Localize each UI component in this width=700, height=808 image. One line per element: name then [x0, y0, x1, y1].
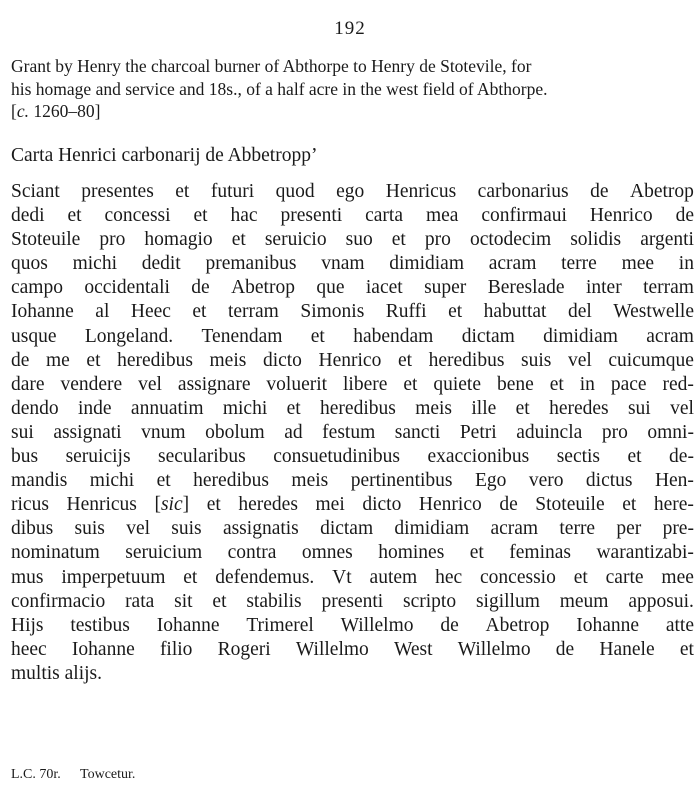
- word: Petri: [459, 421, 497, 443]
- word: et: [231, 229, 246, 251]
- word: de: [440, 614, 459, 636]
- word: heredibus: [117, 349, 193, 371]
- word: et: [397, 349, 413, 371]
- word: heredibus: [428, 349, 505, 371]
- word: acram: [646, 325, 694, 347]
- word: assignatis: [222, 518, 299, 540]
- word: de: [590, 181, 609, 202]
- word: presenti: [321, 590, 384, 612]
- word: acram: [490, 518, 539, 540]
- word: carbonarius: [477, 181, 569, 202]
- word: Tenendam: [201, 325, 283, 347]
- word: et: [86, 349, 101, 371]
- charter-line: [11, 300, 694, 324]
- word: omni-: [647, 421, 694, 443]
- word: ad: [284, 421, 303, 443]
- word: Ruffi: [385, 301, 427, 323]
- charter-line: [11, 541, 694, 565]
- word: ego: [336, 181, 365, 202]
- word: vero: [528, 470, 564, 492]
- word: de: [191, 277, 210, 299]
- word: dare: [11, 373, 45, 395]
- charter-line: [11, 638, 694, 662]
- word: vel: [138, 373, 162, 395]
- word: defendemus.: [215, 566, 315, 588]
- word: carte: [605, 566, 644, 588]
- word: michi: [89, 470, 135, 492]
- word: meis: [415, 397, 453, 419]
- word: Willelmo: [340, 614, 414, 636]
- word: quod: [275, 181, 315, 202]
- word: Heec: [130, 301, 171, 323]
- word: vnum: [141, 421, 186, 443]
- word: sui: [11, 421, 34, 443]
- word: Henrico: [318, 349, 382, 371]
- word: terre: [561, 253, 597, 275]
- word: inter: [585, 277, 622, 299]
- word: Stoteuile: [535, 494, 605, 516]
- charter-heading: Carta Henrici carbonarij de Abbetropp’: [11, 145, 318, 166]
- word: vel: [126, 518, 151, 540]
- word: Iohanne: [11, 301, 74, 323]
- word: sancti: [394, 421, 441, 443]
- word: de: [675, 205, 694, 227]
- word: iacet: [365, 277, 403, 299]
- word: confirmaui: [481, 205, 567, 227]
- word: Stoteuile: [11, 229, 81, 251]
- word: dimidiam: [389, 253, 464, 275]
- word: inde: [78, 397, 112, 419]
- word: dictus: [585, 470, 633, 492]
- word: atte: [665, 614, 694, 636]
- word: et: [573, 566, 588, 588]
- word: futuri: [210, 181, 255, 202]
- charter-line: [11, 517, 694, 541]
- word: dimidiam: [394, 518, 470, 540]
- word: red-: [662, 373, 694, 395]
- word: de: [11, 349, 30, 371]
- word: Willelmo: [457, 638, 531, 660]
- charter-line: [11, 180, 694, 204]
- charter-line: [11, 204, 694, 228]
- charter-line: [11, 614, 694, 638]
- word: bene: [496, 373, 534, 395]
- word: et: [192, 301, 207, 323]
- word: sigillum: [475, 590, 540, 612]
- word: vendere: [60, 373, 123, 395]
- word: et: [206, 494, 221, 516]
- word: pertinentibus: [350, 470, 453, 492]
- word: et: [448, 301, 463, 323]
- word: concessi: [104, 205, 171, 227]
- word: suis: [171, 518, 202, 540]
- word: sit: [174, 590, 193, 612]
- word: feminas: [509, 542, 572, 564]
- footer: [11, 767, 135, 783]
- word: rata: [125, 590, 155, 612]
- word: presenti: [280, 205, 343, 227]
- word: et: [469, 542, 484, 564]
- word: Abetrop: [485, 614, 550, 636]
- word: Willelmo: [295, 638, 369, 660]
- charter-line: [11, 493, 694, 517]
- word: michi: [222, 397, 268, 419]
- word: campo: [11, 277, 63, 299]
- word: Abetrop: [231, 277, 295, 299]
- word: heredes: [238, 494, 298, 516]
- word: heredibus: [193, 470, 269, 492]
- word: Westwelle: [613, 301, 694, 323]
- word: West: [394, 638, 433, 660]
- word: terre: [559, 518, 596, 540]
- word: super: [424, 277, 467, 299]
- summary-line: his homage and service and 18s., of a half acre in the west field of Abthorpe.: [11, 78, 548, 99]
- word: in: [678, 253, 694, 275]
- word: et: [679, 638, 694, 660]
- word: dictam: [320, 518, 374, 540]
- word: obolum: [205, 421, 265, 443]
- word: seruicijs: [65, 446, 131, 468]
- word: Trimerel: [246, 614, 314, 636]
- word: et: [67, 205, 82, 227]
- charter-line: [11, 397, 694, 421]
- word: que: [316, 277, 345, 299]
- word: Rogeri: [217, 638, 271, 660]
- word: me: [46, 349, 70, 371]
- charter-line: [11, 566, 694, 590]
- word: carta: [365, 205, 404, 227]
- word: vel: [670, 397, 694, 419]
- word: et: [193, 205, 208, 227]
- word: Iohanne: [156, 614, 220, 636]
- word: bus: [11, 446, 39, 468]
- word: stabilis: [246, 590, 302, 612]
- word: mee: [661, 566, 694, 588]
- word: [sic]: [154, 494, 190, 516]
- word: vnam: [321, 253, 365, 275]
- word: del: [567, 301, 592, 323]
- word: suis: [521, 349, 552, 371]
- word: Iohanne: [71, 638, 135, 660]
- word: meum: [559, 590, 609, 612]
- word: pro: [424, 229, 451, 251]
- word: assignati: [53, 421, 122, 443]
- charter-line: [11, 421, 694, 445]
- word: et: [212, 590, 227, 612]
- word: et: [183, 566, 198, 588]
- word: dibus: [11, 518, 54, 540]
- word: et: [391, 229, 406, 251]
- word: voluerit: [266, 373, 328, 395]
- word: et: [310, 325, 325, 347]
- word: autem: [369, 566, 418, 588]
- charter-line: multis alijs.: [11, 662, 103, 684]
- word: per: [616, 518, 642, 540]
- word: seruicio: [264, 229, 327, 251]
- word: premanibus: [205, 253, 297, 275]
- charter-line: [11, 276, 694, 300]
- word: Ego: [474, 470, 507, 492]
- word: dedi: [11, 205, 45, 227]
- word: confirmacio: [11, 590, 106, 612]
- word: annuatim: [130, 397, 204, 419]
- word: octodecim: [469, 229, 552, 251]
- charter-line: [11, 325, 694, 349]
- word: filio: [159, 638, 193, 660]
- word: dimidiam: [543, 325, 618, 347]
- charter-line: [11, 445, 694, 469]
- word: Hanele: [599, 638, 655, 660]
- word: warantizabi-: [596, 542, 694, 564]
- word: pre-: [662, 518, 694, 540]
- word: presentes: [81, 181, 154, 202]
- word: heredibus: [320, 397, 396, 419]
- word: assignare: [177, 373, 251, 395]
- word: usque: [11, 325, 57, 347]
- word: quos: [11, 253, 48, 275]
- word: vel: [567, 349, 592, 371]
- charter-line: [11, 228, 694, 252]
- word: argenti: [640, 229, 694, 251]
- word: concessio: [480, 566, 556, 588]
- word: et: [627, 446, 642, 468]
- word: et: [622, 494, 637, 516]
- word: Abetrop: [630, 181, 694, 202]
- charter-line: [11, 252, 694, 276]
- word: al: [95, 301, 110, 323]
- word: Henricus: [66, 494, 137, 516]
- word: Hen-: [654, 470, 694, 492]
- word: secularibus: [158, 446, 246, 468]
- word: in: [579, 373, 595, 395]
- word: ille: [471, 397, 497, 419]
- word: meis: [291, 470, 329, 492]
- word: dendo: [11, 397, 59, 419]
- word: michi: [72, 253, 117, 275]
- charter-line: [11, 373, 694, 397]
- word: meis: [209, 349, 247, 371]
- word: mandis: [11, 470, 68, 492]
- word: Simonis: [300, 301, 365, 323]
- word: seruicium: [125, 542, 203, 564]
- word: et: [403, 373, 418, 395]
- word: sectis: [556, 446, 601, 468]
- summary: [11, 55, 691, 123]
- word: quiete: [433, 373, 482, 395]
- word: heec: [11, 638, 47, 660]
- word: Henrico: [589, 205, 653, 227]
- word: de: [499, 494, 518, 516]
- word: solidis: [570, 229, 622, 251]
- word: hec: [435, 566, 463, 588]
- word: testibus: [70, 614, 130, 636]
- word: heredes: [549, 397, 609, 419]
- word: mei: [315, 494, 345, 516]
- word: habendam: [353, 325, 434, 347]
- word: de: [555, 638, 575, 660]
- word: dictam: [461, 325, 515, 347]
- word: apposui.: [628, 590, 694, 612]
- place-name: Towcetur.: [80, 767, 136, 782]
- word: cuicumque: [608, 349, 694, 371]
- word: et: [515, 397, 530, 419]
- charter-line: [11, 349, 694, 373]
- word: habuttat: [483, 301, 547, 323]
- word: dicto: [362, 494, 402, 516]
- manuscript-reference: L.C. 70r.: [11, 767, 61, 782]
- word: pro: [601, 421, 628, 443]
- word: homines: [378, 542, 445, 564]
- summary-line: Grant by Henry the charcoal burner of Abthorpe to Henry de Stotevile, for: [11, 56, 532, 76]
- word: Bereslade: [487, 277, 565, 299]
- word: scripto: [403, 590, 457, 612]
- word: et: [156, 470, 171, 492]
- word: occidentali: [84, 277, 170, 299]
- word: Hijs: [11, 614, 44, 636]
- word: mus: [11, 566, 44, 588]
- word: suo: [345, 229, 373, 251]
- word: et: [175, 181, 190, 202]
- word: de-: [669, 446, 694, 468]
- charter-text: [11, 180, 694, 686]
- word: omnes: [301, 542, 353, 564]
- word: pro: [99, 229, 126, 251]
- word: sui: [627, 397, 651, 419]
- word: ricus: [11, 494, 49, 516]
- word: Henrico: [418, 494, 482, 516]
- word: et: [549, 373, 564, 395]
- word: et: [286, 397, 301, 419]
- word: mea: [425, 205, 459, 227]
- word: contra: [227, 542, 277, 564]
- word: nominatum: [11, 542, 100, 564]
- word: dicto: [262, 349, 302, 371]
- word: terram: [227, 301, 279, 323]
- word: Vt: [332, 566, 352, 588]
- word: suis: [74, 518, 105, 540]
- word: Longeland.: [84, 325, 174, 347]
- word: here-: [653, 494, 694, 516]
- word: pace: [610, 373, 647, 395]
- word: imperpetuum: [61, 566, 166, 588]
- word: Iohanne: [576, 614, 640, 636]
- charter-line: [11, 590, 694, 614]
- word: homagio: [144, 229, 213, 251]
- word: hac: [230, 205, 258, 227]
- word: acram: [488, 253, 537, 275]
- word: consuetudinibus: [273, 446, 400, 468]
- word: mee: [621, 253, 655, 275]
- page-number: 192: [334, 18, 366, 39]
- word: festum: [322, 421, 376, 443]
- word: exaccionibus: [427, 446, 530, 468]
- word: Sciant: [11, 181, 60, 202]
- word: libere: [343, 373, 388, 395]
- word: dedit: [141, 253, 181, 275]
- summary-date: [c. 1260–80]: [11, 101, 101, 121]
- word: Henricus: [385, 181, 457, 202]
- word: aduincla: [516, 421, 583, 443]
- word: terram: [643, 277, 694, 299]
- charter-line: [11, 469, 694, 493]
